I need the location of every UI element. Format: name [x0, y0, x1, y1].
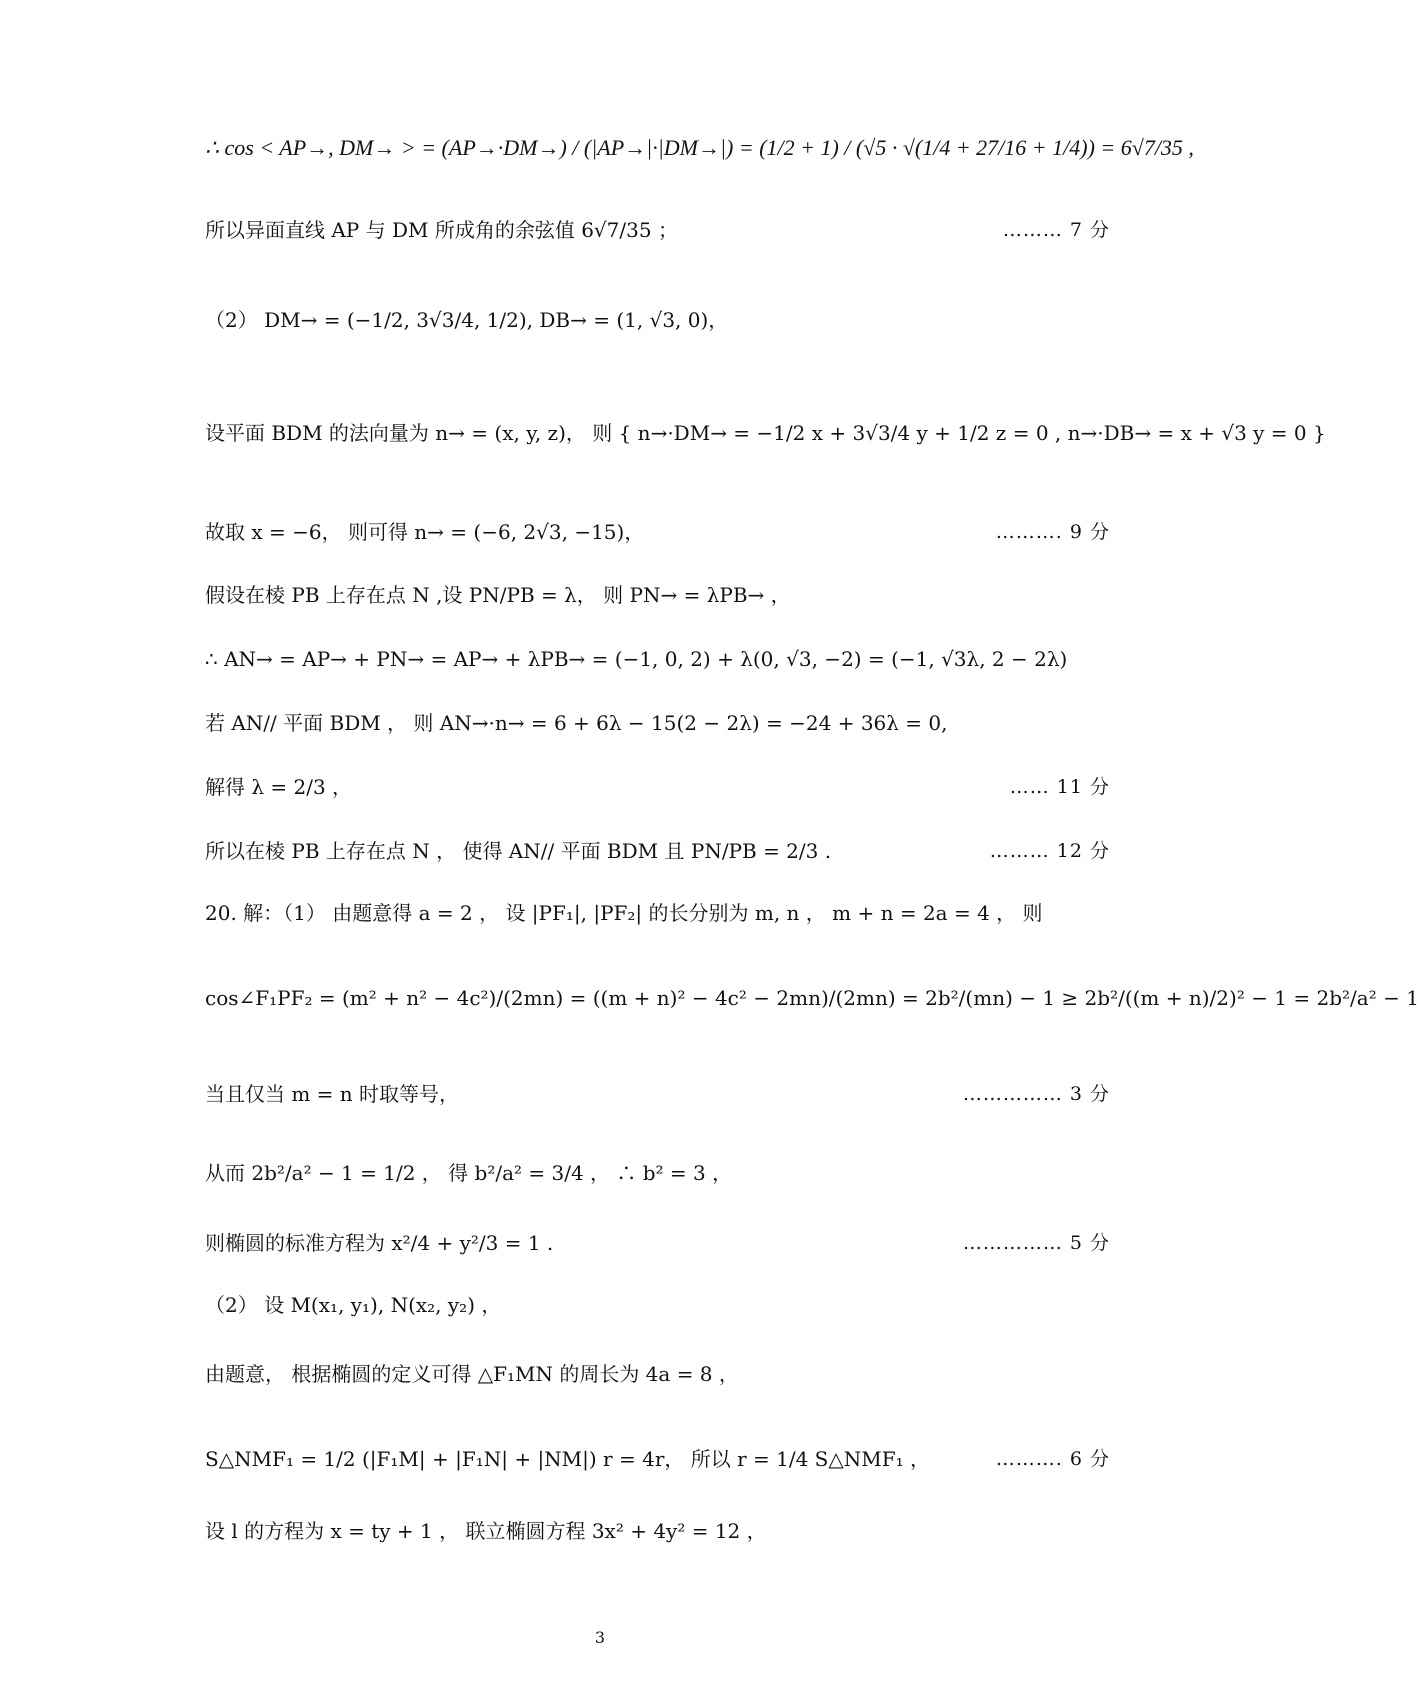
solution-line	[205, 707, 1110, 739]
solution-line	[205, 982, 1419, 1014]
line-text: 解得 λ = 2/3 ，	[205, 775, 353, 799]
line-text: 从而 2b²/a² − 1 = 1/2 ， 得 b²/a² = 3/4 ， ∴ b² = 3 ，	[205, 1161, 733, 1185]
solution-line	[205, 304, 1110, 336]
line-text: 20. 解：（1） 由题意得 a = 2 ， 设 |PF₁|, |PF₂| 的长分别为 m, n ， m + n = 2a = 4 ， 则	[205, 901, 1043, 925]
solution-line	[205, 1227, 1110, 1259]
line-text: 设平面 BDM 的法向量为 n→ = (x, y, z)， 则 { n→·DM→ = −1/2 x + 3√3/4 y + 1/2 z = 0 , n→·DB→ = x + √3 y = 0 }	[205, 421, 1326, 445]
line-text: ∴ cos < AP→, DM→ > = (AP→·DM→) / (|AP→|·|DM→|) = (1/2 + 1) / (√5 · √(1/4 + 27/16 + 1/4)) = 6√7/35 ,	[205, 135, 1194, 160]
line-text: 所以异面直线 AP 与 DM 所成角的余弦值 6√7/35 ；	[205, 218, 678, 242]
score-marker: ……… 7 分	[1002, 219, 1110, 241]
line-text: （2） 设 M(x₁, y₁), N(x₂, y₂) ，	[205, 1293, 502, 1317]
solution-line	[205, 214, 1110, 246]
line-text: cos∠F₁PF₂ = (m² + n² − 4c²)/(2mn) = ((m + n)² − 4c² − 2mn)/(2mn) = 2b²/(mn) − 1 ≥ 2b²/((m + n)/2)² − 1 = 2b²/a² − 1	[205, 986, 1419, 1010]
line-text: ∴ AN→ = AP→ + PN→ = AP→ + λPB→ = (−1, 0, 2) + λ(0, √3, −2) = (−1, √3λ, 2 − 2λ)	[205, 647, 1068, 671]
solution-line	[205, 1515, 1110, 1547]
score-marker: …… 11 分	[1009, 776, 1110, 798]
score-marker: ………. 9 分	[995, 521, 1110, 543]
solution-line	[205, 771, 1110, 803]
solution-line	[205, 1157, 1110, 1189]
line-text: 故取 x = −6， 则可得 n→ = (−6, 2√3, −15)，	[205, 520, 645, 544]
line-text: 设 l 的方程为 x = ty + 1 ， 联立椭圆方程 3x² + 4y² = 12 ，	[205, 1519, 767, 1543]
line-text: S△NMF₁ = 1/2 (|F₁M| + |F₁N| + |NM|) r = 4r， 所以 r = 1/4 S△NMF₁ ，	[205, 1447, 930, 1471]
line-text: 若 AN// 平面 BDM ， 则 AN→·n→ = 6 + 6λ − 15(2 − 2λ) = −24 + 36λ = 0,	[205, 711, 948, 735]
solution-line	[205, 897, 1110, 929]
solution-line	[205, 579, 1110, 611]
solution-line	[205, 516, 1110, 548]
score-marker: ………. 6 分	[995, 1448, 1110, 1470]
solution-line	[205, 643, 1110, 675]
line-text: 假设在棱 PB 上存在点 N ,设 PN/PB = λ， 则 PN→ = λPB→ ，	[205, 583, 791, 607]
solution-line	[205, 417, 1326, 449]
line-text: 当且仅当 m = n 时取等号，	[205, 1082, 460, 1106]
line-text: （2） DM→ = (−1/2, 3√3/4, 1/2), DB→ = (1, √3, 0)，	[205, 308, 729, 332]
solution-line	[205, 835, 1110, 867]
line-text: 所以在棱 PB 上存在点 N ， 使得 AN// 平面 BDM 且 PN/PB = 2/3 .	[205, 839, 832, 863]
solution-line	[205, 1289, 1110, 1321]
score-marker: …………… 5 分	[962, 1232, 1110, 1254]
line-text: 由题意， 根据椭圆的定义可得 △F₁MN 的周长为 4a = 8 ，	[205, 1362, 739, 1386]
solution-line	[205, 1358, 1110, 1390]
solution-line	[205, 1443, 1110, 1475]
line-text: 则椭圆的标准方程为 x²/4 + y²/3 = 1 .	[205, 1231, 554, 1255]
solution-line	[205, 132, 1194, 164]
score-marker: ……… 12 分	[989, 840, 1110, 862]
score-marker: …………… 3 分	[962, 1083, 1110, 1105]
solution-line	[205, 1078, 1110, 1110]
page-number: 3	[594, 1628, 606, 1647]
